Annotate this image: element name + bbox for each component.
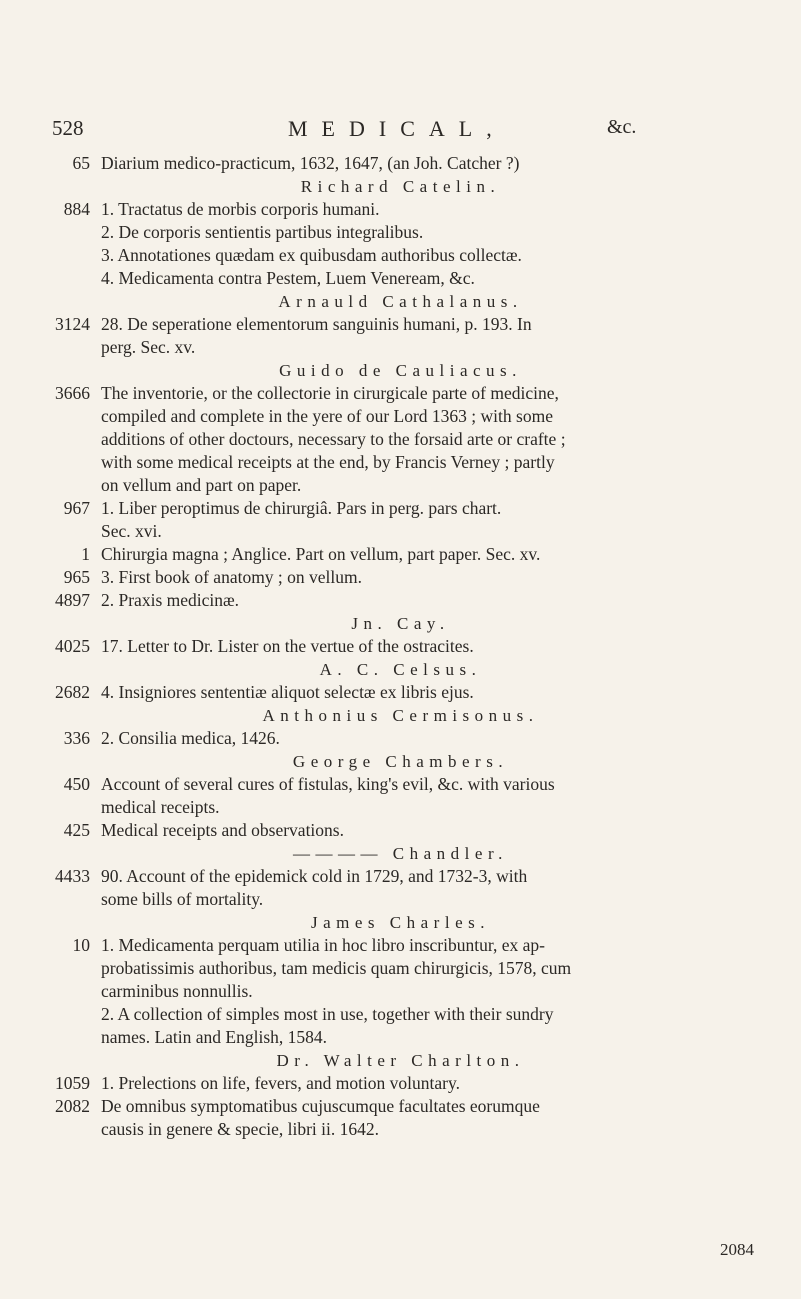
entry-text: on vellum and part on paper.: [101, 475, 302, 495]
manuscript-number: 3124: [55, 314, 90, 334]
entry-continuation: [0, 520, 801, 543]
author-name: Arnauld Cathalanus.: [278, 292, 523, 311]
entry-text: 28. De seperatione elementorum sanguinis humani, p. 193. In: [101, 314, 532, 334]
entry-text: names. Latin and English, 1584.: [101, 1027, 328, 1047]
entry-text: Medical receipts and observations.: [101, 820, 344, 840]
catalogue-entry: [0, 589, 801, 612]
author-heading: [0, 290, 801, 313]
manuscript-number: 10: [72, 935, 90, 955]
catalogue-entry: [0, 819, 801, 842]
catalogue-entry: [0, 635, 801, 658]
manuscript-number: 3666: [55, 383, 90, 403]
page-number: 528: [52, 116, 84, 140]
entry-text: 1. Medicamenta perquam utilia in hoc libro inscribuntur, ex ap-: [101, 935, 545, 955]
catalogue-entry: [0, 1095, 801, 1118]
author-name: A. C. Celsus.: [319, 660, 482, 679]
manuscript-number: 1: [81, 544, 90, 564]
entry-text: 1. Liber peroptimus de chirurgiâ. Pars in perg. pars chart.: [101, 498, 502, 518]
running-title: MEDICAL,: [288, 116, 506, 141]
entry-continuation: [0, 888, 801, 911]
manuscript-number: 884: [63, 199, 90, 219]
entry-text: 3. Annotationes quædam ex quibusdam authoribus collectæ.: [101, 245, 522, 265]
catalogue-entry: [0, 497, 801, 520]
entry-text: Account of several cures of fistulas, king's evil, &c. with various: [101, 774, 555, 794]
entry-text: The inventorie, or the collectorie in cirurgicale parte of medicine,: [101, 383, 559, 403]
author-heading: [0, 175, 801, 198]
entry-text: 17. Letter to Dr. Lister on the vertue of the ostracites.: [101, 636, 474, 656]
manuscript-number: 4433: [55, 866, 90, 886]
author-name: Guido de Cauliacus.: [279, 361, 522, 380]
entry-continuation: [0, 1026, 801, 1049]
catalogue-entry: [0, 865, 801, 888]
entry-continuation: [0, 980, 801, 1003]
catalogue-entry: [0, 773, 801, 796]
entry-text: 1. Prelections on life, fevers, and motion voluntary.: [101, 1073, 460, 1093]
entry-text: additions of other doctours, necessary to the forsaid arte or crafte ;: [101, 429, 566, 449]
entry-text: Sec. xvi.: [101, 521, 162, 541]
author-name: ———— Chandler.: [293, 844, 508, 863]
entry-continuation: [0, 796, 801, 819]
entry-text: medical receipts.: [101, 797, 220, 817]
entry-text: with some medical receipts at the end, by Francis Verney ; partly: [101, 452, 555, 472]
author-heading: [0, 704, 801, 727]
manuscript-number: 1059: [55, 1073, 90, 1093]
manuscript-number: 4025: [55, 636, 90, 656]
entry-text: compiled and complete in the yere of our Lord 1363 ; with some: [101, 406, 553, 426]
author-heading: [0, 1049, 801, 1072]
catalogue-entry: [0, 934, 801, 957]
manuscript-number: 967: [63, 498, 90, 518]
entry-text: 2. A collection of simples most in use, together with their sundry: [101, 1004, 554, 1024]
catalogue-entry: [0, 566, 801, 589]
manuscript-number: 336: [63, 728, 90, 748]
catalogue-entry: [0, 543, 801, 566]
entry-text: Diarium medico-practicum, 1632, 1647, (an Joh. Catcher ?): [101, 153, 520, 173]
manuscript-number: 965: [63, 567, 90, 587]
author-heading: [0, 612, 801, 635]
entry-continuation: [0, 428, 801, 451]
manuscript-number: 2682: [55, 682, 90, 702]
entry-text: De omnibus symptomatibus cujuscumque facultates eorumque: [101, 1096, 540, 1116]
entry-text: 4. Medicamenta contra Pestem, Luem Veneream, &c.: [101, 268, 475, 288]
entry-continuation: [0, 474, 801, 497]
entry-continuation: [0, 221, 801, 244]
catalogue-entry: [0, 313, 801, 336]
author-name: Jn. Cay.: [351, 614, 450, 633]
author-name: Richard Catelin.: [300, 177, 501, 196]
author-heading: [0, 658, 801, 681]
entry-continuation: [0, 957, 801, 980]
entry-text: 1. Tractatus de morbis corporis humani.: [101, 199, 380, 219]
author-name: Anthonius Cermisonus.: [262, 706, 539, 725]
catalogue-entry: [0, 198, 801, 221]
entry-text: 2. De corporis sentientis partibus integralibus.: [101, 222, 424, 242]
page-header: [52, 116, 752, 146]
entry-text: 2. Praxis medicinæ.: [101, 590, 240, 610]
catalogue-entry: [0, 382, 801, 405]
entry-continuation: [0, 1003, 801, 1026]
entry-continuation: [0, 336, 801, 359]
catalogue-entry: [0, 152, 801, 175]
manuscript-number: 2082: [55, 1096, 90, 1116]
running-title-etc: &c.: [607, 116, 637, 138]
author-name: James Charles.: [311, 913, 490, 932]
author-name: Dr. Walter Charlton.: [276, 1051, 525, 1070]
manuscript-number: 4897: [55, 590, 90, 610]
entry-text: perg. Sec. xv.: [101, 337, 196, 357]
entry-continuation: [0, 267, 801, 290]
manuscript-number: 450: [63, 774, 90, 794]
catalogue-entries: [0, 152, 801, 1141]
entry-text: causis in genere & specie, libri ii. 1642.: [101, 1119, 379, 1139]
entry-continuation: [0, 405, 801, 428]
catalogue-entry: [0, 727, 801, 750]
entry-text: Chirurgia magna ; Anglice. Part on vellum, part paper. Sec. xv.: [101, 544, 541, 564]
entry-text: 4. Insigniores sententiæ aliquot selectæ ex libris ejus.: [101, 682, 474, 702]
entry-text: 90. Account of the epidemick cold in 1729, and 1732-3, with: [101, 866, 528, 886]
author-heading: [0, 750, 801, 773]
entry-text: some bills of mortality.: [101, 889, 264, 909]
entry-text: probatissimis authoribus, tam medicis quam chirurgicis, 1578, cum: [101, 958, 572, 978]
catchword: 2084: [720, 1240, 754, 1259]
entry-continuation: [0, 244, 801, 267]
entry-text: 3. First book of anatomy ; on vellum.: [101, 567, 363, 587]
entry-text: carminibus nonnullis.: [101, 981, 253, 1001]
author-name: George Chambers.: [292, 752, 509, 771]
author-heading: [0, 359, 801, 382]
author-heading: [0, 842, 801, 865]
author-heading: [0, 911, 801, 934]
manuscript-number: 425: [63, 820, 90, 840]
entry-continuation: [0, 451, 801, 474]
catalogue-entry: [0, 681, 801, 704]
manuscript-number: 65: [72, 153, 90, 173]
catalogue-entry: [0, 1072, 801, 1095]
entry-continuation: [0, 1118, 801, 1141]
entry-text: 2. Consilia medica, 1426.: [101, 728, 280, 748]
